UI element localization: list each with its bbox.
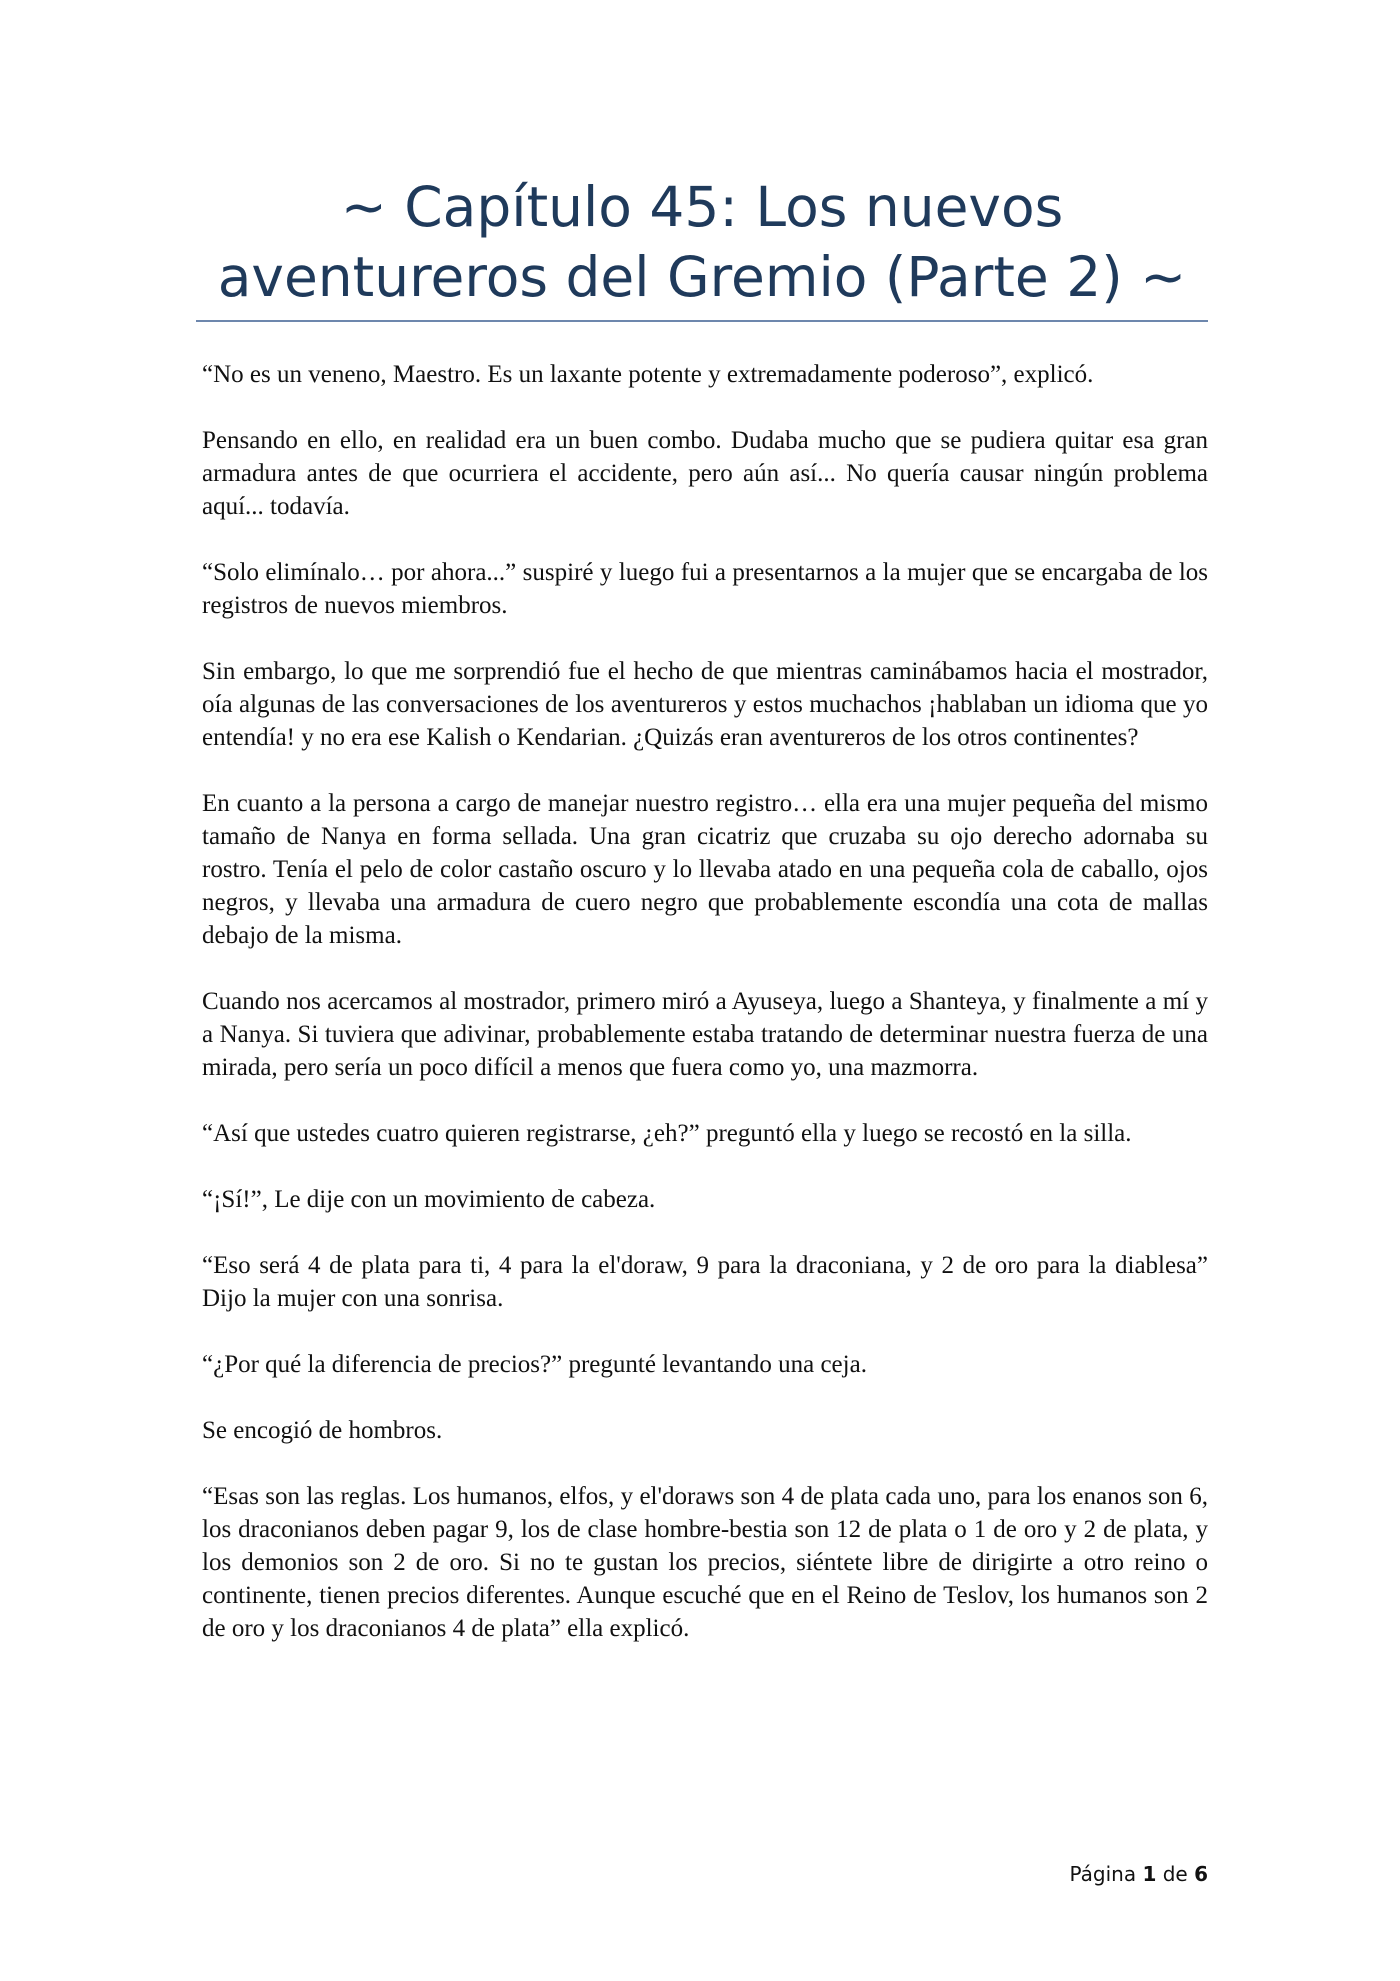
title-divider [196, 320, 1208, 322]
paragraph: Sin embargo, lo que me sorprendió fue el hecho de que mientras caminábamos hacia el mostrador, oía algunas de las conversaciones de los aventureros y estos muchachos ¡hablaban un idioma que yo entendía! y no era ese Kalish o Kendarian. ¿Quizás eran aventureros de los otros continentes? [202, 658, 1208, 751]
paragraph: “Eso será 4 de plata para ti, 4 para la el'doraw, 9 para la draconiana, y 2 de oro para la diablesa” Dijo la mujer con una sonrisa. [202, 1252, 1208, 1312]
paragraph: “Esas son las reglas. Los humanos, elfos, y el'doraws son 4 de plata cada uno, para los enanos son 6, los draconianos deben pagar 9, los de clase hombre-bestia son 12 de plata o 1 de oro y 2 de plata, y los demonios son 2 de oro. Si no te gustan los precios, siéntete libre de dirigirte a otro reino o continente, tienen precios diferentes. Aunque escuché que en el Reino de Teslov, los humanos son 2 de oro y los draconianos 4 de plata” ella explicó. [202, 1483, 1208, 1642]
paragraph: “Solo elimínalo… por ahora...” suspiré y luego fui a presentarnos a la mujer que se encargaba de los registros de nuevos miembros. [202, 559, 1208, 619]
page-number [1069, 1862, 1208, 1886]
paragraph: Pensando en ello, en realidad era un buen combo. Dudaba mucho que se pudiera quitar esa gran armadura antes de que ocurriera el accidente, pero aún así... No quería causar ningún problema aquí... todavía. [202, 427, 1208, 520]
chapter-title-line-1: ~ Capítulo 45: Los nuevos [340, 175, 1064, 239]
paragraph: “Así que ustedes cuatro quieren registrarse, ¿eh?” preguntó ella y luego se recostó en la silla. [202, 1120, 1132, 1147]
total-pages: 6 [1194, 1862, 1208, 1886]
paragraph: “¿Por qué la diferencia de precios?” pregunté levantando una ceja. [202, 1351, 867, 1378]
page-separator: de [1162, 1862, 1188, 1886]
chapter-title-line-2: aventureros del Gremio (Parte 2) ~ [217, 245, 1187, 309]
paragraph: “No es un veneno, Maestro. Es un laxante potente y extremadamente poderoso”, explicó. [202, 361, 1094, 388]
page-label: Página [1069, 1862, 1137, 1886]
paragraph: Se encogió de hombros. [202, 1417, 443, 1444]
paragraph: Cuando nos acercamos al mostrador, primero miró a Ayuseya, luego a Shanteya, y finalmente a mí y a Nanya. Si tuviera que adivinar, probablemente estaba tratando de determinar nuestra fuerza de una mirada, pero sería un poco difícil a menos que fuera como yo, una mazmorra. [202, 988, 1208, 1081]
chapter-title [196, 172, 1208, 312]
chapter-body [202, 358, 1208, 1645]
paragraph: “¡Sí!”, Le dije con un movimiento de cabeza. [202, 1186, 656, 1213]
current-page: 1 [1142, 1862, 1157, 1886]
paragraph: En cuanto a la persona a cargo de manejar nuestro registro… ella era una mujer pequeña del mismo tamaño de Nanya en forma sellada. Una gran cicatriz que cruzaba su ojo derecho adornaba su rostro. Tenía el pelo de color castaño oscuro y lo llevaba atado en una pequeña cola de caballo, ojos negros, y llevaba una armadura de cuero negro que probablemente escondía una cota de mallas debajo de la misma. [202, 790, 1208, 949]
